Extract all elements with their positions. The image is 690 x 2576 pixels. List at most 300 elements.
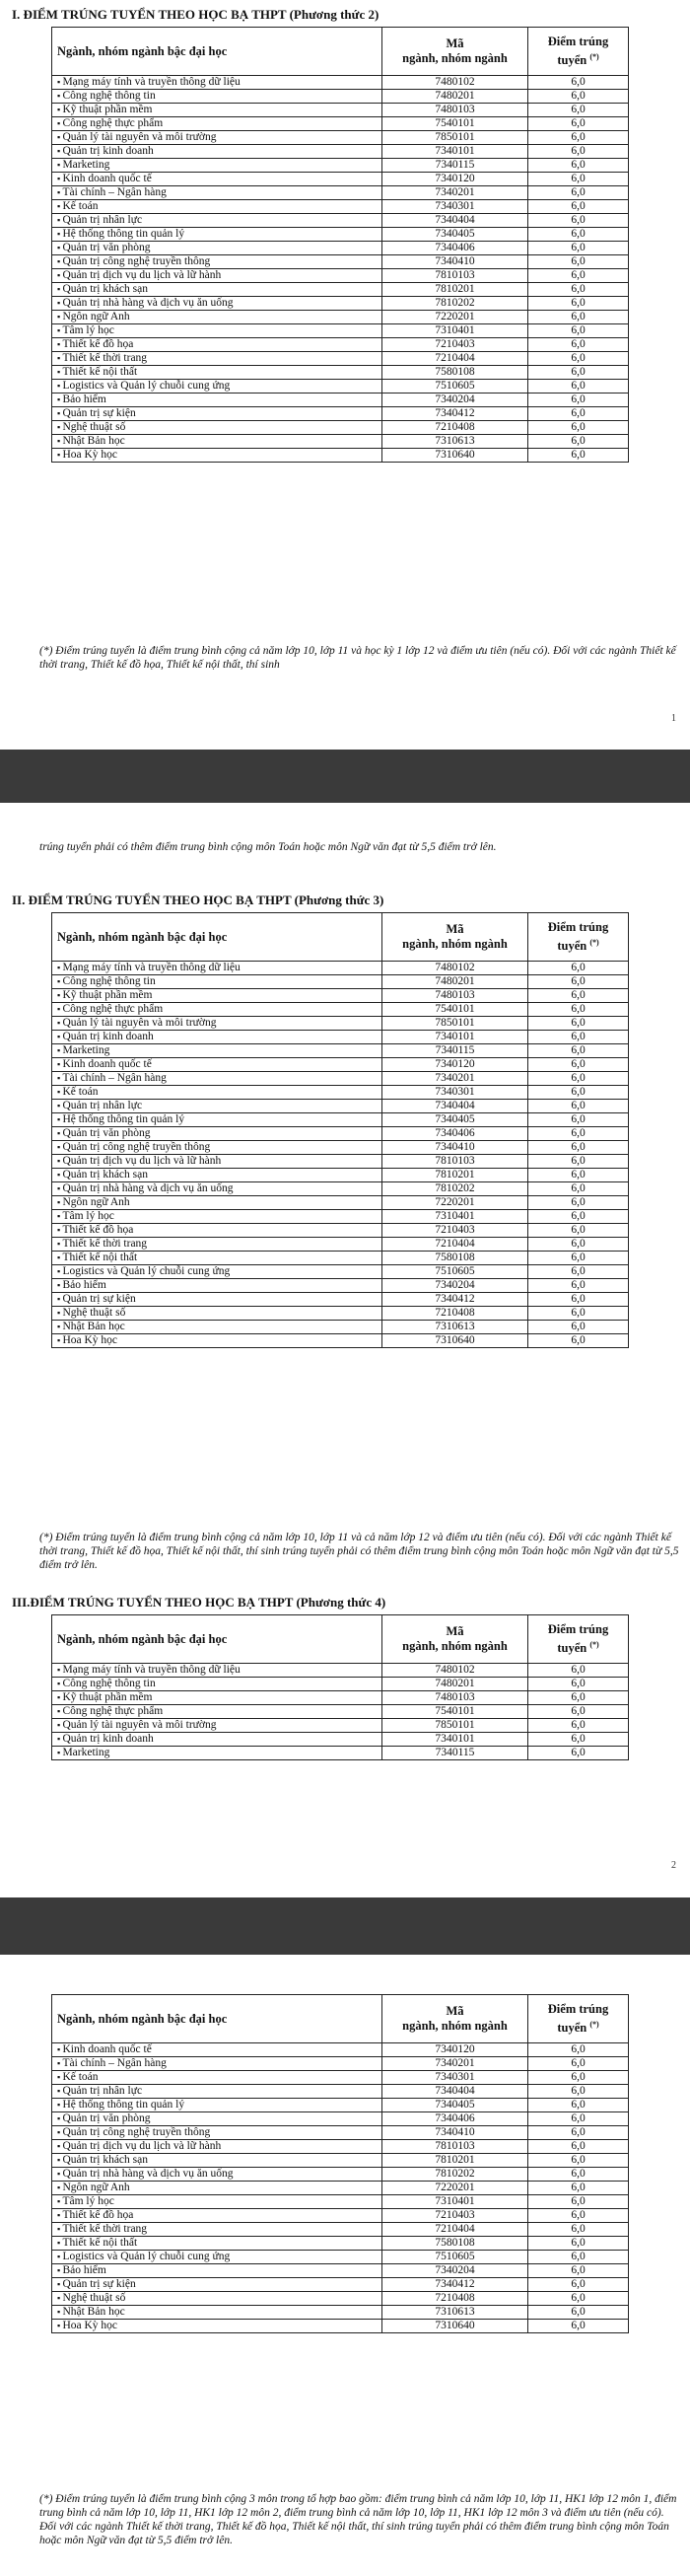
bullet: ▪: [57, 1239, 63, 1249]
table-row: [52, 2209, 629, 2223]
major-name-text: Hoa Kỳ học: [62, 2320, 118, 2331]
major-code: 7210408: [382, 421, 528, 435]
major-name-text: Nhật Bản học: [62, 435, 125, 447]
major-name-text: Hệ thống thông tin quản lý: [62, 2099, 185, 2111]
bullet: ▪: [57, 1335, 63, 1345]
major-name-text: Bảo hiểm: [62, 2264, 106, 2276]
document-page-3: [0, 1955, 690, 2576]
page-gap-2: [0, 1897, 690, 1955]
bullet: ▪: [57, 1720, 63, 1730]
bullet: ▪: [57, 1322, 63, 1331]
major-code: 7210404: [382, 2223, 528, 2237]
major-name: [52, 117, 382, 131]
cutoff-score: 6,0: [528, 324, 629, 338]
major-name-text: Hoa Kỳ học: [62, 1334, 118, 1346]
major-code: 7210403: [382, 2209, 528, 2223]
major-name: [52, 2209, 382, 2223]
table-row: [52, 1252, 629, 1265]
major-code: 7340115: [382, 1044, 528, 1058]
major-code: 7810103: [382, 2140, 528, 2154]
bullet: ▪: [57, 2307, 63, 2317]
major-code: 7340301: [382, 200, 528, 214]
major-code: 7850101: [382, 1719, 528, 1733]
major-code: 7340406: [382, 242, 528, 255]
bullet: ▪: [57, 2279, 63, 2289]
table-row: [52, 297, 629, 311]
table-row: [52, 1691, 629, 1705]
major-name: [52, 962, 382, 975]
major-code: 7310613: [382, 2306, 528, 2320]
bullet: ▪: [57, 187, 63, 197]
header-score: [528, 913, 629, 962]
major-code: 7480201: [382, 975, 528, 989]
major-name: [52, 1031, 382, 1044]
header-score: [528, 28, 629, 76]
bullet: ▪: [57, 132, 63, 142]
major-code: 7810202: [382, 2168, 528, 2182]
table-row: [52, 2264, 629, 2278]
major-name: [52, 1238, 382, 1252]
bullet: ▪: [57, 243, 63, 252]
table-row: [52, 1141, 629, 1155]
cutoff-score: 6,0: [528, 269, 629, 283]
bullet: ▪: [57, 450, 63, 460]
bullet: ▪: [57, 105, 63, 114]
major-code: 7810201: [382, 1169, 528, 1182]
section-1-table: [51, 27, 629, 463]
major-name-text: Quản trị nhà hàng và dịch vụ ăn uống: [62, 1182, 234, 1194]
major-name: [52, 2112, 382, 2126]
bullet: ▪: [57, 91, 63, 101]
bullet: ▪: [57, 2238, 63, 2248]
cutoff-score: 6,0: [528, 297, 629, 311]
bullet: ▪: [57, 1018, 63, 1028]
bullet: ▪: [57, 1280, 63, 1290]
cutoff-score: 6,0: [528, 200, 629, 214]
major-name: [52, 352, 382, 366]
bullet: ▪: [57, 1252, 63, 1262]
major-code: 7480103: [382, 104, 528, 117]
table-row: [52, 90, 629, 104]
section-3-note: (*) Điểm trúng tuyển là điểm trung bình cộng 3 môn trong tổ hợp bao gồm: điểm trung bình cả năm lớp 10, lớp 11, HK1 lớp 12 môn 1, điểm trung bình cả năm lớp 10, lớp 11, HK1 lớp 12 môn 2, điểm trung bình cả năm lớp 10, lớp 11, HK1 lớp 12 môn 3 và điểm ưu tiên (nếu có). Đối với các ngành Thiết kế thời trang, Thiết kế đồ họa, Thiết kế nội thất, thí sinh trúng tuyển phải có thêm điểm trung bình cộng môn Toán hoặc môn Ngữ văn đạt từ 5,5 điểm trở lên.: [39, 2493, 677, 2546]
bullet: ▪: [57, 256, 63, 266]
header-code-line2: ngành, nhóm ngành: [402, 937, 508, 951]
major-code: 7210404: [382, 352, 528, 366]
bullet: ▪: [57, 2141, 63, 2151]
major-name-text: Mạng máy tính và truyền thông dữ liệu: [62, 962, 241, 973]
major-name-text: Quản lý tài nguyên và môi trường: [62, 1017, 217, 1029]
major-name-text: Kỹ thuật phần mềm: [62, 989, 153, 1001]
cutoff-score: 6,0: [528, 989, 629, 1003]
major-code: 7340412: [382, 407, 528, 421]
header-code-line1: Mã: [446, 2004, 464, 2018]
header-code-line2: ngành, nhóm ngành: [402, 51, 508, 65]
cutoff-score: 6,0: [528, 2043, 629, 2057]
major-code: 7340412: [382, 2278, 528, 2292]
table-row: [52, 269, 629, 283]
major-name: [52, 76, 382, 90]
bullet: ▪: [57, 1059, 63, 1069]
bullet: ▪: [57, 77, 63, 87]
major-name-text: Quản trị công nghệ truyền thông: [62, 2126, 211, 2138]
major-name-text: Quản trị sự kiện: [62, 407, 136, 419]
bullet: ▪: [57, 381, 63, 391]
section-3-title: III.ĐIỂM TRÚNG TUYỂN THEO HỌC BẠ THPT (Phương thức 4): [12, 1595, 386, 1610]
major-name: [52, 407, 382, 421]
major-name: [52, 1747, 382, 1760]
bullet: ▪: [57, 1087, 63, 1097]
major-name: [52, 1086, 382, 1100]
major-code: 7310401: [382, 2195, 528, 2209]
major-name: [52, 311, 382, 324]
major-name-text: Thiết kế đồ họa: [62, 1224, 134, 1236]
major-name-text: Kỹ thuật phần mềm: [62, 1691, 153, 1703]
bullet: ▪: [57, 1665, 63, 1675]
major-code: 7580108: [382, 366, 528, 380]
major-name: [52, 1293, 382, 1307]
major-code: 7340405: [382, 228, 528, 242]
bullet: ▪: [57, 146, 63, 156]
major-code: 7340101: [382, 145, 528, 159]
header-major-label: Ngành, nhóm ngành bậc đại học: [57, 1631, 228, 1646]
bullet: ▪: [57, 1045, 63, 1055]
header-major: [52, 913, 382, 962]
bullet: ▪: [57, 339, 63, 349]
bullet: ▪: [57, 118, 63, 128]
table-row: [52, 1705, 629, 1719]
bullet: ▪: [57, 1114, 63, 1124]
bullet: ▪: [57, 1266, 63, 1276]
major-name-text: Quản trị nhân lực: [62, 214, 143, 226]
section-1-note: (*) Điểm trúng tuyển là điểm trung bình cộng cả năm lớp 10, lớp 11 và học kỳ 1 lớp 12 và điểm ưu tiên (nếu có). Đối với các ngành Thiết kế thời trang, Thiết kế đồ họa, Thiết kế nội thất, thí sinh: [39, 645, 676, 671]
major-name-text: Bảo hiểm: [62, 1279, 106, 1291]
major-name: [52, 2126, 382, 2140]
table-row: [52, 1719, 629, 1733]
major-name: [52, 2320, 382, 2333]
cutoff-score: 6,0: [528, 449, 629, 463]
cutoff-score: 6,0: [528, 1141, 629, 1155]
cutoff-score: 6,0: [528, 90, 629, 104]
bullet: ▪: [57, 1170, 63, 1180]
major-name: [52, 90, 382, 104]
major-name: [52, 1003, 382, 1017]
major-name: [52, 1196, 382, 1210]
cutoff-score: 6,0: [528, 1196, 629, 1210]
table-row: [52, 1127, 629, 1141]
table-row: [52, 2043, 629, 2057]
major-name: [52, 1334, 382, 1348]
cutoff-score: 6,0: [528, 131, 629, 145]
major-code: 7810103: [382, 1155, 528, 1169]
header-major: [52, 1615, 382, 1664]
major-name-text: Thiết kế nội thất: [62, 2237, 138, 2249]
major-code: 7340120: [382, 173, 528, 186]
major-name: [52, 269, 382, 283]
cutoff-score: 6,0: [528, 1705, 629, 1719]
bullet: ▪: [57, 2086, 63, 2096]
bullet: ▪: [57, 2058, 63, 2068]
cutoff-score: 6,0: [528, 380, 629, 394]
cutoff-score: 6,0: [528, 1252, 629, 1265]
table-row: [52, 2320, 629, 2333]
table-row: [52, 1058, 629, 1072]
section-2-title: II. ĐIỂM TRÚNG TUYỂN THEO HỌC BẠ THPT (Phương thức 3): [12, 893, 384, 907]
page-number-1: 1: [671, 713, 676, 724]
header-major: [52, 28, 382, 76]
cutoff-score: 6,0: [528, 2306, 629, 2320]
major-name-text: Logistics và Quản lý chuỗi cung ứng: [62, 2251, 231, 2262]
major-name: [52, 2182, 382, 2195]
major-name: [52, 2043, 382, 2057]
header-score-line1: Điểm trúng: [547, 1621, 609, 1636]
table-row: [52, 131, 629, 145]
bullet: ▪: [57, 1734, 63, 1744]
bullet: ▪: [57, 1748, 63, 1757]
table-row: [52, 1664, 629, 1678]
cutoff-score: 6,0: [528, 1321, 629, 1334]
major-name: [52, 1691, 382, 1705]
table-row: [52, 1003, 629, 1017]
table-header-row: [52, 913, 629, 962]
header-score-line1: Điểm trúng: [547, 2001, 609, 2016]
table-row: [52, 1196, 629, 1210]
bullet: ▪: [57, 1706, 63, 1716]
cutoff-score: 6,0: [528, 2251, 629, 2264]
section-1-note-continued: trúng tuyển phải có thêm điểm trung bình cộng môn Toán hoặc môn Ngữ văn đạt từ 5,5 điểm trở lên.: [39, 841, 497, 853]
header-score: [528, 1995, 629, 2043]
cutoff-score: 6,0: [528, 2057, 629, 2071]
major-code: 7340201: [382, 186, 528, 200]
table-row: [52, 2071, 629, 2085]
bullet: ▪: [57, 1004, 63, 1014]
major-name: [52, 421, 382, 435]
cutoff-score: 6,0: [528, 1127, 629, 1141]
major-code: 7340412: [382, 1293, 528, 1307]
header-code: [382, 1995, 528, 2043]
cutoff-score: 6,0: [528, 2264, 629, 2278]
cutoff-score: 6,0: [528, 2195, 629, 2209]
cutoff-score: 6,0: [528, 1664, 629, 1678]
bullet: ▪: [57, 298, 63, 308]
major-name: [52, 2154, 382, 2168]
cutoff-score: 6,0: [528, 1719, 629, 1733]
header-major-label: Ngành, nhóm ngành bậc đại học: [57, 929, 228, 944]
major-name-text: Quản trị nhân lực: [62, 1100, 143, 1111]
cutoff-score: 6,0: [528, 1265, 629, 1279]
table-row: [52, 1182, 629, 1196]
table-row: [52, 2057, 629, 2071]
major-name: [52, 1664, 382, 1678]
cutoff-score: 6,0: [528, 159, 629, 173]
cutoff-score: 6,0: [528, 2292, 629, 2306]
major-name: [52, 1044, 382, 1058]
major-name: [52, 2099, 382, 2112]
major-code: 7480103: [382, 989, 528, 1003]
major-name-text: Quản trị công nghệ truyền thông: [62, 1141, 211, 1153]
table-row: [52, 1747, 629, 1760]
table-row: [52, 1031, 629, 1044]
major-name: [52, 1210, 382, 1224]
major-name: [52, 324, 382, 338]
table-row: [52, 2140, 629, 2154]
table-row: [52, 214, 629, 228]
header-code: [382, 913, 528, 962]
major-name: [52, 1100, 382, 1113]
table-header-row: [52, 28, 629, 76]
cutoff-score: 6,0: [528, 1113, 629, 1127]
major-name: [52, 2195, 382, 2209]
major-code: 7340406: [382, 2112, 528, 2126]
cutoff-score: 6,0: [528, 1044, 629, 1058]
major-name-text: Ngôn ngữ Anh: [62, 1196, 130, 1208]
cutoff-score: 6,0: [528, 242, 629, 255]
major-code: 7310401: [382, 1210, 528, 1224]
cutoff-score: 6,0: [528, 255, 629, 269]
cutoff-score: 6,0: [528, 311, 629, 324]
table-row: [52, 1017, 629, 1031]
table-row: [52, 1155, 629, 1169]
major-name-text: Công nghệ thông tin: [62, 1678, 156, 1689]
bullet: ▪: [57, 353, 63, 363]
major-code: 7340101: [382, 1733, 528, 1747]
bullet: ▪: [57, 2072, 63, 2082]
cutoff-score: 6,0: [528, 283, 629, 297]
table-row: [52, 2278, 629, 2292]
cutoff-score: 6,0: [528, 1747, 629, 1760]
major-name-text: Quản trị dịch vụ du lịch và lữ hành: [62, 1155, 222, 1167]
header-score-line1: Điểm trúng: [547, 34, 609, 48]
bullet: ▪: [57, 1101, 63, 1110]
major-name-text: Thiết kế thời trang: [62, 2223, 148, 2235]
bullet: ▪: [57, 990, 63, 1000]
bullet: ▪: [57, 215, 63, 225]
major-name-text: Quản trị nhân lực: [62, 2085, 143, 2097]
bullet: ▪: [57, 1156, 63, 1166]
header-score-line1: Điểm trúng: [547, 919, 609, 934]
cutoff-score: 6,0: [528, 1086, 629, 1100]
major-code: 7340405: [382, 1113, 528, 1127]
bullet: ▪: [57, 325, 63, 335]
cutoff-score: 6,0: [528, 421, 629, 435]
bullet: ▪: [57, 2100, 63, 2110]
section-3-table-continued: [51, 1994, 629, 2333]
cutoff-score: 6,0: [528, 117, 629, 131]
major-code: 7480102: [382, 1664, 528, 1678]
major-name-text: Mạng máy tính và truyền thông dữ liệu: [62, 1664, 241, 1676]
major-name: [52, 145, 382, 159]
document-page-2: [0, 803, 690, 1897]
table-row: [52, 2126, 629, 2140]
bullet: ▪: [57, 2321, 63, 2330]
table-row: [52, 255, 629, 269]
cutoff-score: 6,0: [528, 186, 629, 200]
major-code: 7210403: [382, 338, 528, 352]
major-code: 7810202: [382, 1182, 528, 1196]
major-code: 7340301: [382, 1086, 528, 1100]
bullet: ▪: [57, 1294, 63, 1304]
section-1-title: I. ĐIỂM TRÚNG TUYỂN THEO HỌC BẠ THPT (Phương thức 2): [12, 7, 380, 22]
table-row: [52, 324, 629, 338]
major-code: 7210408: [382, 1307, 528, 1321]
major-name-text: Thiết kế đồ họa: [62, 338, 134, 350]
header-code-line1: Mã: [446, 1624, 464, 1638]
major-name: [52, 380, 382, 394]
major-name: [52, 1169, 382, 1182]
bullet: ▪: [57, 1225, 63, 1235]
major-name-text: Nghệ thuật số: [62, 421, 126, 433]
table-row: [52, 2292, 629, 2306]
major-code: 7340101: [382, 1031, 528, 1044]
cutoff-score: 6,0: [528, 1100, 629, 1113]
major-name-text: Marketing: [62, 1044, 110, 1056]
cutoff-score: 6,0: [528, 1307, 629, 1321]
major-name-text: Quản trị dịch vụ du lịch và lữ hành: [62, 269, 222, 281]
cutoff-score: 6,0: [528, 962, 629, 975]
major-code: 7340404: [382, 214, 528, 228]
major-name-text: Hệ thống thông tin quản lý: [62, 1113, 185, 1125]
major-name: [52, 2306, 382, 2320]
table-row: [52, 2251, 629, 2264]
major-code: 7810202: [382, 297, 528, 311]
bullet: ▪: [57, 312, 63, 322]
bullet: ▪: [57, 976, 63, 986]
table-row: [52, 173, 629, 186]
table-header-row: [52, 1995, 629, 2043]
bullet: ▪: [57, 1197, 63, 1207]
cutoff-score: 6,0: [528, 2168, 629, 2182]
bullet: ▪: [57, 174, 63, 183]
cutoff-score: 6,0: [528, 1072, 629, 1086]
major-name-text: Marketing: [62, 1747, 110, 1758]
major-code: 7580108: [382, 2237, 528, 2251]
major-name-text: Nhật Bản học: [62, 1321, 125, 1332]
major-name-text: Quản trị nhà hàng và dịch vụ ăn uống: [62, 297, 234, 309]
cutoff-score: 6,0: [528, 2154, 629, 2168]
major-name: [52, 1127, 382, 1141]
major-code: 7340204: [382, 2264, 528, 2278]
table-row: [52, 2099, 629, 2112]
cutoff-score: 6,0: [528, 352, 629, 366]
major-name-text: Quản trị kinh doanh: [62, 1031, 154, 1042]
major-name-text: Ngôn ngữ Anh: [62, 311, 130, 322]
cutoff-score: 6,0: [528, 1182, 629, 1196]
major-name-text: Quản lý tài nguyên và môi trường: [62, 131, 217, 143]
bullet: ▪: [57, 436, 63, 446]
table-row: [52, 104, 629, 117]
table-row: [52, 1044, 629, 1058]
page-number-2: 2: [671, 1860, 676, 1871]
bullet: ▪: [57, 160, 63, 170]
bullet: ▪: [57, 1032, 63, 1041]
major-code: 7310640: [382, 2320, 528, 2333]
major-name-text: Logistics và Quản lý chuỗi cung ứng: [62, 1265, 231, 1277]
major-name: [52, 2292, 382, 2306]
cutoff-score: 6,0: [528, 214, 629, 228]
header-score-sup: (*): [589, 937, 599, 947]
document-page-1: [0, 0, 690, 750]
major-code: 7340404: [382, 2085, 528, 2099]
bullet: ▪: [57, 1679, 63, 1688]
major-code: 7510605: [382, 1265, 528, 1279]
major-name: [52, 2168, 382, 2182]
major-name-text: Nghệ thuật số: [62, 2292, 126, 2304]
table-row: [52, 1113, 629, 1127]
table-row: [52, 380, 629, 394]
table-row: [52, 989, 629, 1003]
major-name: [52, 283, 382, 297]
major-name-text: Quản trị khách sạn: [62, 2154, 148, 2166]
major-code: 7340204: [382, 394, 528, 407]
